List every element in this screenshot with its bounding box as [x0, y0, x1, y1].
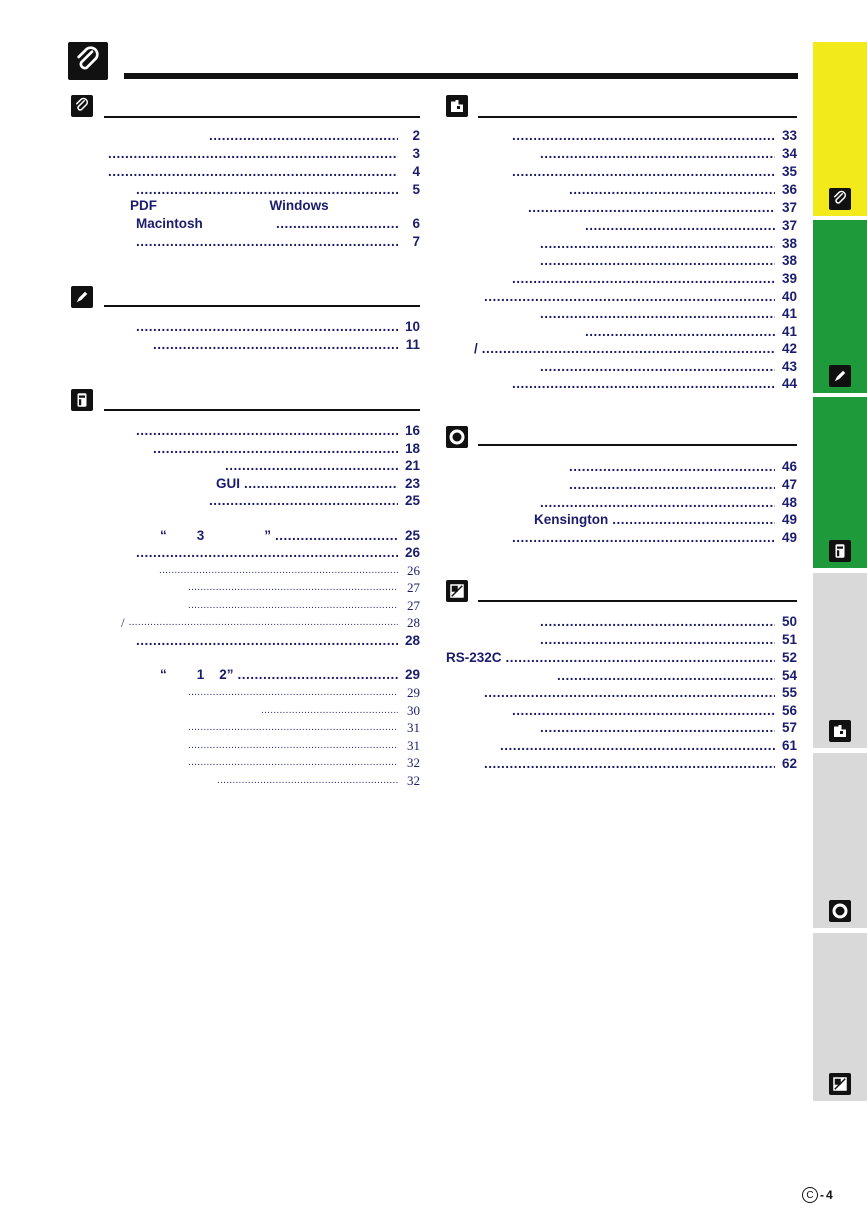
leader-dots [238, 666, 398, 684]
section-setup-pen-icon [71, 286, 93, 308]
left-row-page: 7 [412, 234, 420, 249]
leader-dots [512, 127, 775, 145]
right-row [536, 145, 797, 163]
left-row-page: 26 [404, 545, 420, 560]
right-row [565, 181, 797, 199]
left-row-page: 5 [412, 182, 420, 197]
right-row [508, 163, 797, 181]
left-row-page: 10 [404, 319, 420, 334]
left-row [221, 457, 420, 475]
left-row [104, 145, 420, 163]
leader-dots [540, 145, 775, 163]
leader-dots [512, 529, 775, 547]
right-row-page: 36 [781, 182, 797, 197]
left-row-page: 28 [404, 633, 420, 648]
left-row-page: 3 [412, 146, 420, 161]
toc-mac-line: Macintosh [136, 216, 203, 231]
leader-dots [528, 199, 775, 217]
left-row [184, 579, 420, 597]
right-row-page: 34 [781, 146, 797, 161]
right-row-page: 37 [781, 218, 797, 233]
right-row [508, 375, 797, 393]
left-row-label: “ 3 ” [160, 528, 272, 543]
side-tab-lifebuoy[interactable] [813, 753, 867, 928]
left-row-page: 32 [407, 755, 420, 770]
side-tab-corner[interactable] [813, 933, 867, 1101]
leader-dots [506, 649, 775, 667]
right-row-page: 49 [781, 530, 797, 545]
left-row-page: 26 [407, 563, 420, 578]
right-row [536, 613, 797, 631]
right-row-label: / [474, 341, 478, 356]
left-row-page: 16 [404, 423, 420, 438]
leader-dots [217, 772, 398, 790]
leader-dots [585, 217, 775, 235]
left-row [149, 440, 420, 458]
left-row-page: 23 [404, 476, 420, 491]
left-row-page: 18 [404, 441, 420, 456]
left-row [184, 737, 420, 755]
right-row-page: 39 [781, 271, 797, 286]
right-row [508, 270, 797, 288]
left-row-page: 25 [404, 493, 420, 508]
right-row [565, 458, 797, 476]
leader-dots [188, 719, 398, 737]
right-row [474, 340, 797, 358]
corner-icon [829, 1073, 851, 1095]
right-row [536, 252, 797, 270]
left-row-page: 25 [404, 528, 420, 543]
right-row [536, 235, 797, 253]
right-row [536, 494, 797, 512]
right-row-page: 50 [781, 614, 797, 629]
section-intro-rule [104, 116, 420, 118]
left-row-page: 30 [407, 703, 420, 718]
left-row-page: 29 [404, 667, 420, 682]
left-row [216, 475, 420, 493]
section-maintenance-lifebuoy-icon [446, 426, 468, 448]
section-basic-rule [104, 409, 420, 411]
leader-dots [500, 737, 775, 755]
left-row [184, 597, 420, 615]
page-letter: C [802, 1187, 818, 1203]
right-row-page: 52 [781, 650, 797, 665]
section-intro-paperclip-icon [71, 95, 93, 117]
leader-dots [585, 323, 775, 341]
leader-dots [540, 235, 775, 253]
leader-dots [557, 667, 775, 685]
left-row [205, 127, 420, 145]
leader-dots [482, 340, 775, 358]
leader-dots [108, 145, 398, 163]
left-row [132, 422, 420, 440]
left-row-page: 6 [412, 216, 420, 231]
right-row-page: 42 [781, 341, 797, 356]
leader-dots [612, 511, 775, 529]
toc-pdf-line: PDF Windows [130, 198, 329, 213]
left-row [132, 318, 420, 336]
leader-dots [261, 702, 398, 720]
right-row [565, 476, 797, 494]
right-row-page: 49 [781, 512, 797, 527]
right-row-label: Kensington [534, 512, 609, 527]
right-row [536, 358, 797, 376]
left-row-label: / [121, 615, 125, 630]
leader-dots [188, 597, 398, 615]
left-row [160, 527, 420, 545]
right-row [536, 631, 797, 649]
right-row [553, 667, 797, 685]
side-tab-paperclip[interactable] [813, 42, 867, 216]
left-row [132, 632, 420, 650]
left-row-page: 4 [412, 164, 420, 179]
leader-dots [275, 527, 398, 545]
right-row [536, 305, 797, 323]
side-tab-pen[interactable] [813, 220, 867, 393]
leader-dots [569, 458, 775, 476]
right-row-page: 33 [781, 128, 797, 143]
hand-icon [829, 720, 851, 742]
left-row [184, 684, 420, 702]
leader-dots [209, 492, 398, 510]
section-features-rule [478, 116, 797, 118]
left-row [272, 215, 420, 233]
leader-dots [136, 632, 398, 650]
left-row-page: 27 [407, 598, 420, 613]
left-row [257, 702, 420, 720]
right-row-page: 41 [781, 324, 797, 339]
leader-dots [136, 233, 398, 251]
leader-dots [188, 579, 398, 597]
right-row [480, 755, 797, 773]
left-row-label: “ 1 2” [160, 667, 234, 682]
section-appendix-corner-icon [446, 580, 468, 602]
leader-dots [188, 737, 398, 755]
left-row-page: 31 [407, 738, 420, 753]
right-row [480, 684, 797, 702]
leader-dots [188, 754, 398, 772]
leader-dots [136, 422, 398, 440]
left-row [184, 719, 420, 737]
left-row [132, 233, 420, 251]
left-row-page: 31 [407, 720, 420, 735]
right-row-page: 37 [781, 200, 797, 215]
leader-dots [512, 163, 775, 181]
section-maintenance-rule [478, 444, 797, 446]
header-rule [124, 73, 798, 79]
leader-dots [136, 318, 398, 336]
leader-dots [512, 375, 775, 393]
left-row [184, 754, 420, 772]
right-row-page: 54 [781, 668, 797, 683]
page-number [802, 1187, 833, 1203]
right-row-page: 51 [781, 632, 797, 647]
left-row-page: 28 [407, 615, 420, 630]
remote-icon [829, 540, 851, 562]
leader-dots [540, 305, 775, 323]
right-row-page: 44 [781, 376, 797, 391]
right-row-page: 62 [781, 756, 797, 771]
leader-dots [244, 475, 398, 493]
leader-dots [540, 252, 775, 270]
leader-dots [225, 457, 398, 475]
right-row-page: 43 [781, 359, 797, 374]
right-row-page: 56 [781, 703, 797, 718]
left-row [132, 544, 420, 562]
pen-icon [829, 365, 851, 387]
left-row [160, 666, 420, 684]
leader-dots [276, 215, 398, 233]
left-row-page: 27 [407, 580, 420, 595]
header-paperclip-icon [68, 42, 108, 80]
right-row [508, 702, 797, 720]
left-row-page: 11 [405, 337, 420, 352]
leader-dots [569, 181, 775, 199]
right-row-page: 46 [781, 459, 797, 474]
page-num: 4 [826, 1188, 833, 1202]
right-row [480, 288, 797, 306]
paperclip-icon [829, 188, 851, 210]
right-row [534, 511, 797, 529]
leader-dots [136, 544, 398, 562]
right-row-page: 38 [781, 236, 797, 251]
left-row-page: 32 [407, 773, 420, 788]
leader-dots [484, 288, 775, 306]
left-row-page: 2 [412, 128, 420, 143]
left-row-page: 21 [404, 458, 420, 473]
right-row-page: 38 [781, 253, 797, 268]
right-row [581, 323, 797, 341]
right-row-page: 40 [781, 289, 797, 304]
page-sep: - [820, 1188, 824, 1202]
right-row-page: 48 [781, 495, 797, 510]
left-row-label: GUI [216, 476, 241, 491]
lifebuoy-icon [829, 900, 851, 922]
left-row [155, 562, 420, 580]
right-row-page: 41 [781, 306, 797, 321]
leader-dots [540, 631, 775, 649]
side-tab-remote[interactable] [813, 397, 867, 568]
right-row [536, 719, 797, 737]
right-row-label: RS-232C [446, 650, 502, 665]
right-row [524, 199, 797, 217]
leader-dots [153, 440, 398, 458]
leader-dots [540, 719, 775, 737]
right-row-page: 35 [781, 164, 797, 179]
right-row [508, 127, 797, 145]
section-basic-remote-icon [71, 389, 93, 411]
left-row [121, 614, 420, 632]
side-tab-hand[interactable] [813, 573, 867, 748]
leader-dots [569, 476, 775, 494]
leader-dots [159, 562, 398, 580]
left-row [213, 772, 420, 790]
leader-dots [129, 614, 398, 632]
leader-dots [540, 613, 775, 631]
left-row [205, 492, 420, 510]
leader-dots [209, 127, 398, 145]
right-row [496, 737, 797, 755]
leader-dots [512, 702, 775, 720]
left-row-page: 29 [407, 685, 420, 700]
right-row-page: 57 [781, 720, 797, 735]
leader-dots [188, 684, 398, 702]
leader-dots [484, 684, 775, 702]
left-row [149, 336, 420, 354]
right-row [581, 217, 797, 235]
section-appendix-rule [478, 600, 797, 602]
right-row-page: 47 [781, 477, 797, 492]
left-row [104, 163, 420, 181]
right-row-page: 61 [781, 738, 797, 753]
leader-dots [540, 494, 775, 512]
leader-dots [484, 755, 775, 773]
leader-dots [153, 336, 398, 354]
right-row [508, 529, 797, 547]
leader-dots [108, 163, 398, 181]
section-features-hand-icon [446, 95, 468, 117]
right-row-page: 55 [781, 685, 797, 700]
leader-dots [540, 358, 775, 376]
section-setup-rule [104, 305, 420, 307]
leader-dots [512, 270, 775, 288]
right-row [446, 649, 797, 667]
